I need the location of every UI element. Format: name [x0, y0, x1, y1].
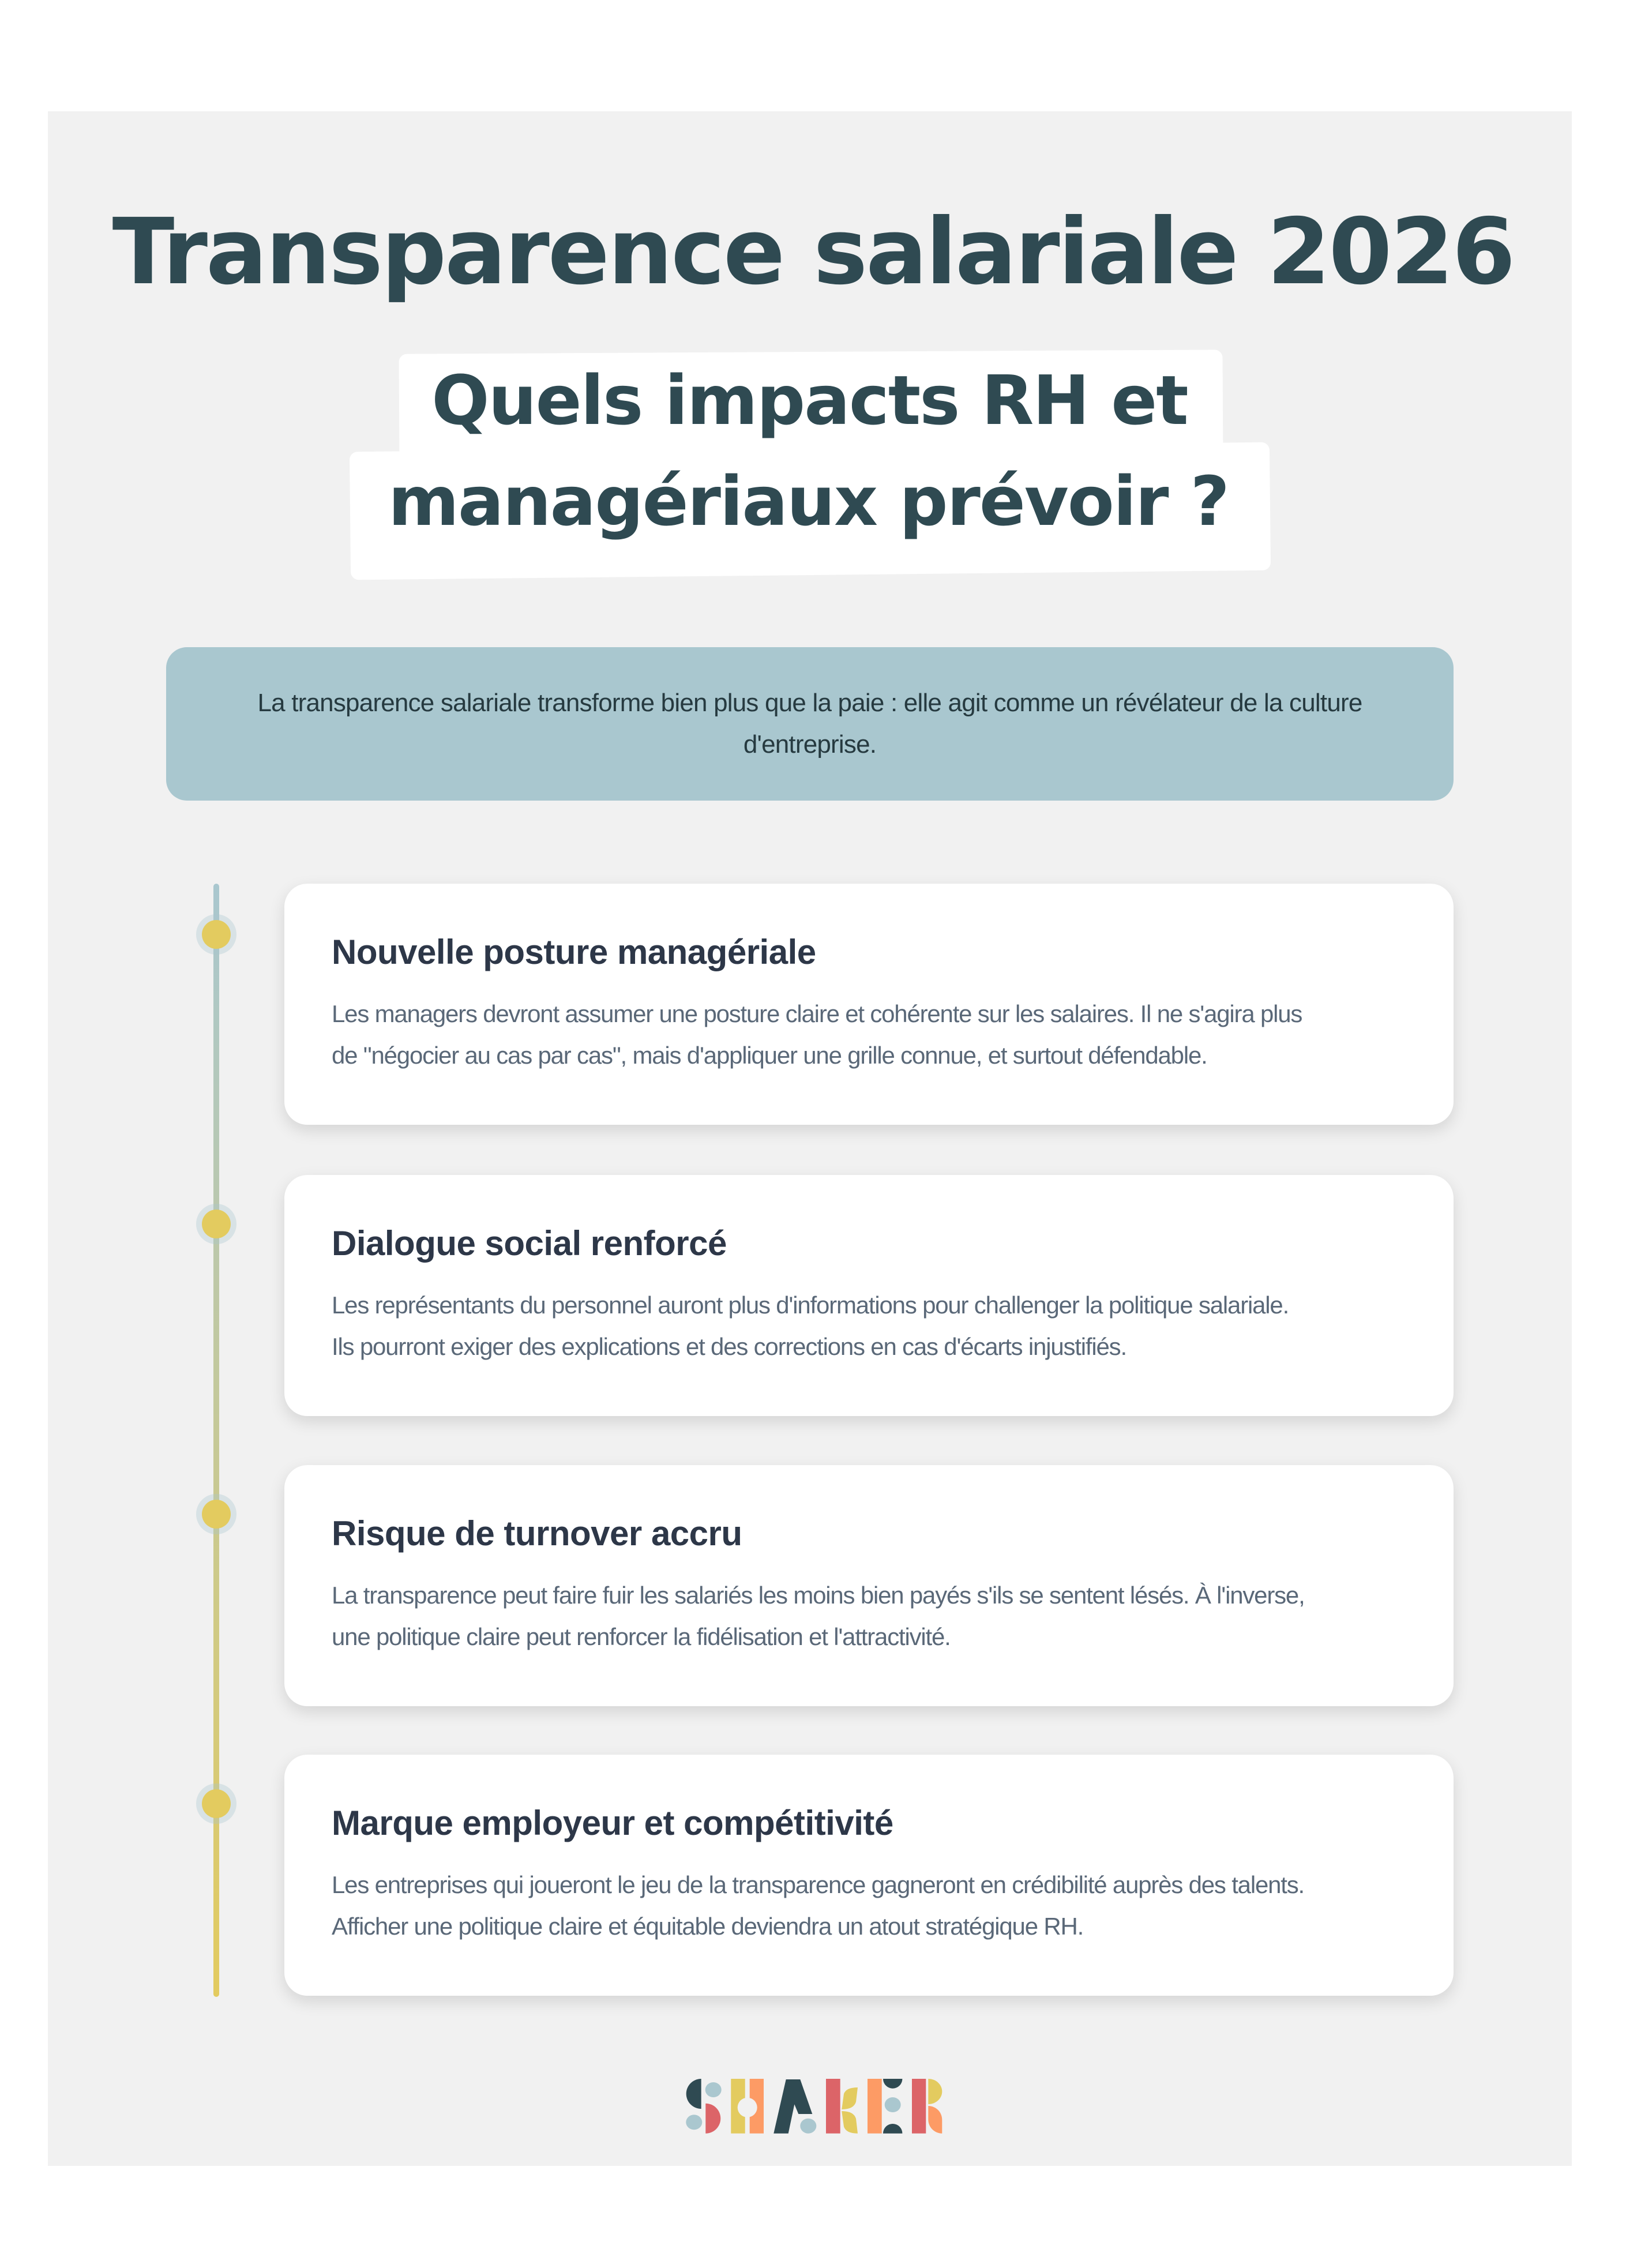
timeline-dot: [196, 1783, 236, 1824]
page-title: Transparence salariale 2026: [112, 199, 1514, 305]
timeline-dot: [196, 1204, 236, 1244]
card-title: Risque de turnover accru: [332, 1514, 742, 1553]
card-body-line: La transparence peut faire fuir les salariés les moins bien payés s'ils se sentent lésés. À l'inverse,: [332, 1582, 1305, 1609]
card-body: [332, 1285, 1289, 1368]
timeline-card: [284, 1175, 1454, 1416]
card-title: Marque employeur et compétitivité: [332, 1804, 893, 1842]
timeline-card: [284, 1465, 1454, 1706]
card-body-line: une politique claire peut renforcer la fidélisation et l'attractivité.: [332, 1623, 951, 1650]
card-body-line: Ils pourront exiger des explications et des corrections en cas d'écarts injustifiés.: [332, 1333, 1126, 1360]
card-body-line: Les entreprises qui joueront le jeu de la transparence gagneront en crédibilité auprès des talents.: [332, 1871, 1305, 1898]
card-body-line: Les managers devront assumer une posture claire et cohérente sur les salaires. Il ne s'agira plus: [332, 1000, 1302, 1027]
card-body-line: de "négocier au cas par cas", mais d'appliquer une grille connue, et surtout défendable.: [332, 1042, 1207, 1069]
subtitle-line-2: managériaux prévoir ?: [388, 461, 1229, 541]
card-body-line: Les représentants du personnel auront plus d'informations pour challenger la politique salariale.: [332, 1291, 1289, 1319]
shaker-logo: [663, 2048, 963, 2151]
timeline-line: [213, 884, 219, 1997]
timeline-card: [284, 884, 1454, 1125]
card-title: Dialogue social renforcé: [332, 1224, 727, 1263]
timeline-dot: [196, 1494, 236, 1534]
timeline-dot: [196, 914, 236, 955]
card-body: [332, 1575, 1305, 1658]
intro-text: La transparence salariale transforme bien plus que la paie : elle agit comme un révélateur de la culture d'entreprise.: [257, 689, 1362, 758]
card-title: Nouvelle posture managériale: [332, 933, 816, 971]
card-body: [332, 993, 1302, 1076]
card-body: [332, 1864, 1304, 1947]
intro-banner: [166, 647, 1454, 801]
card-body-line: Afficher une politique claire et équitable deviendra un atout stratégique RH.: [332, 1913, 1084, 1940]
timeline-card: [284, 1755, 1454, 1996]
subtitle-line-1: Quels impacts RH et: [431, 361, 1188, 440]
